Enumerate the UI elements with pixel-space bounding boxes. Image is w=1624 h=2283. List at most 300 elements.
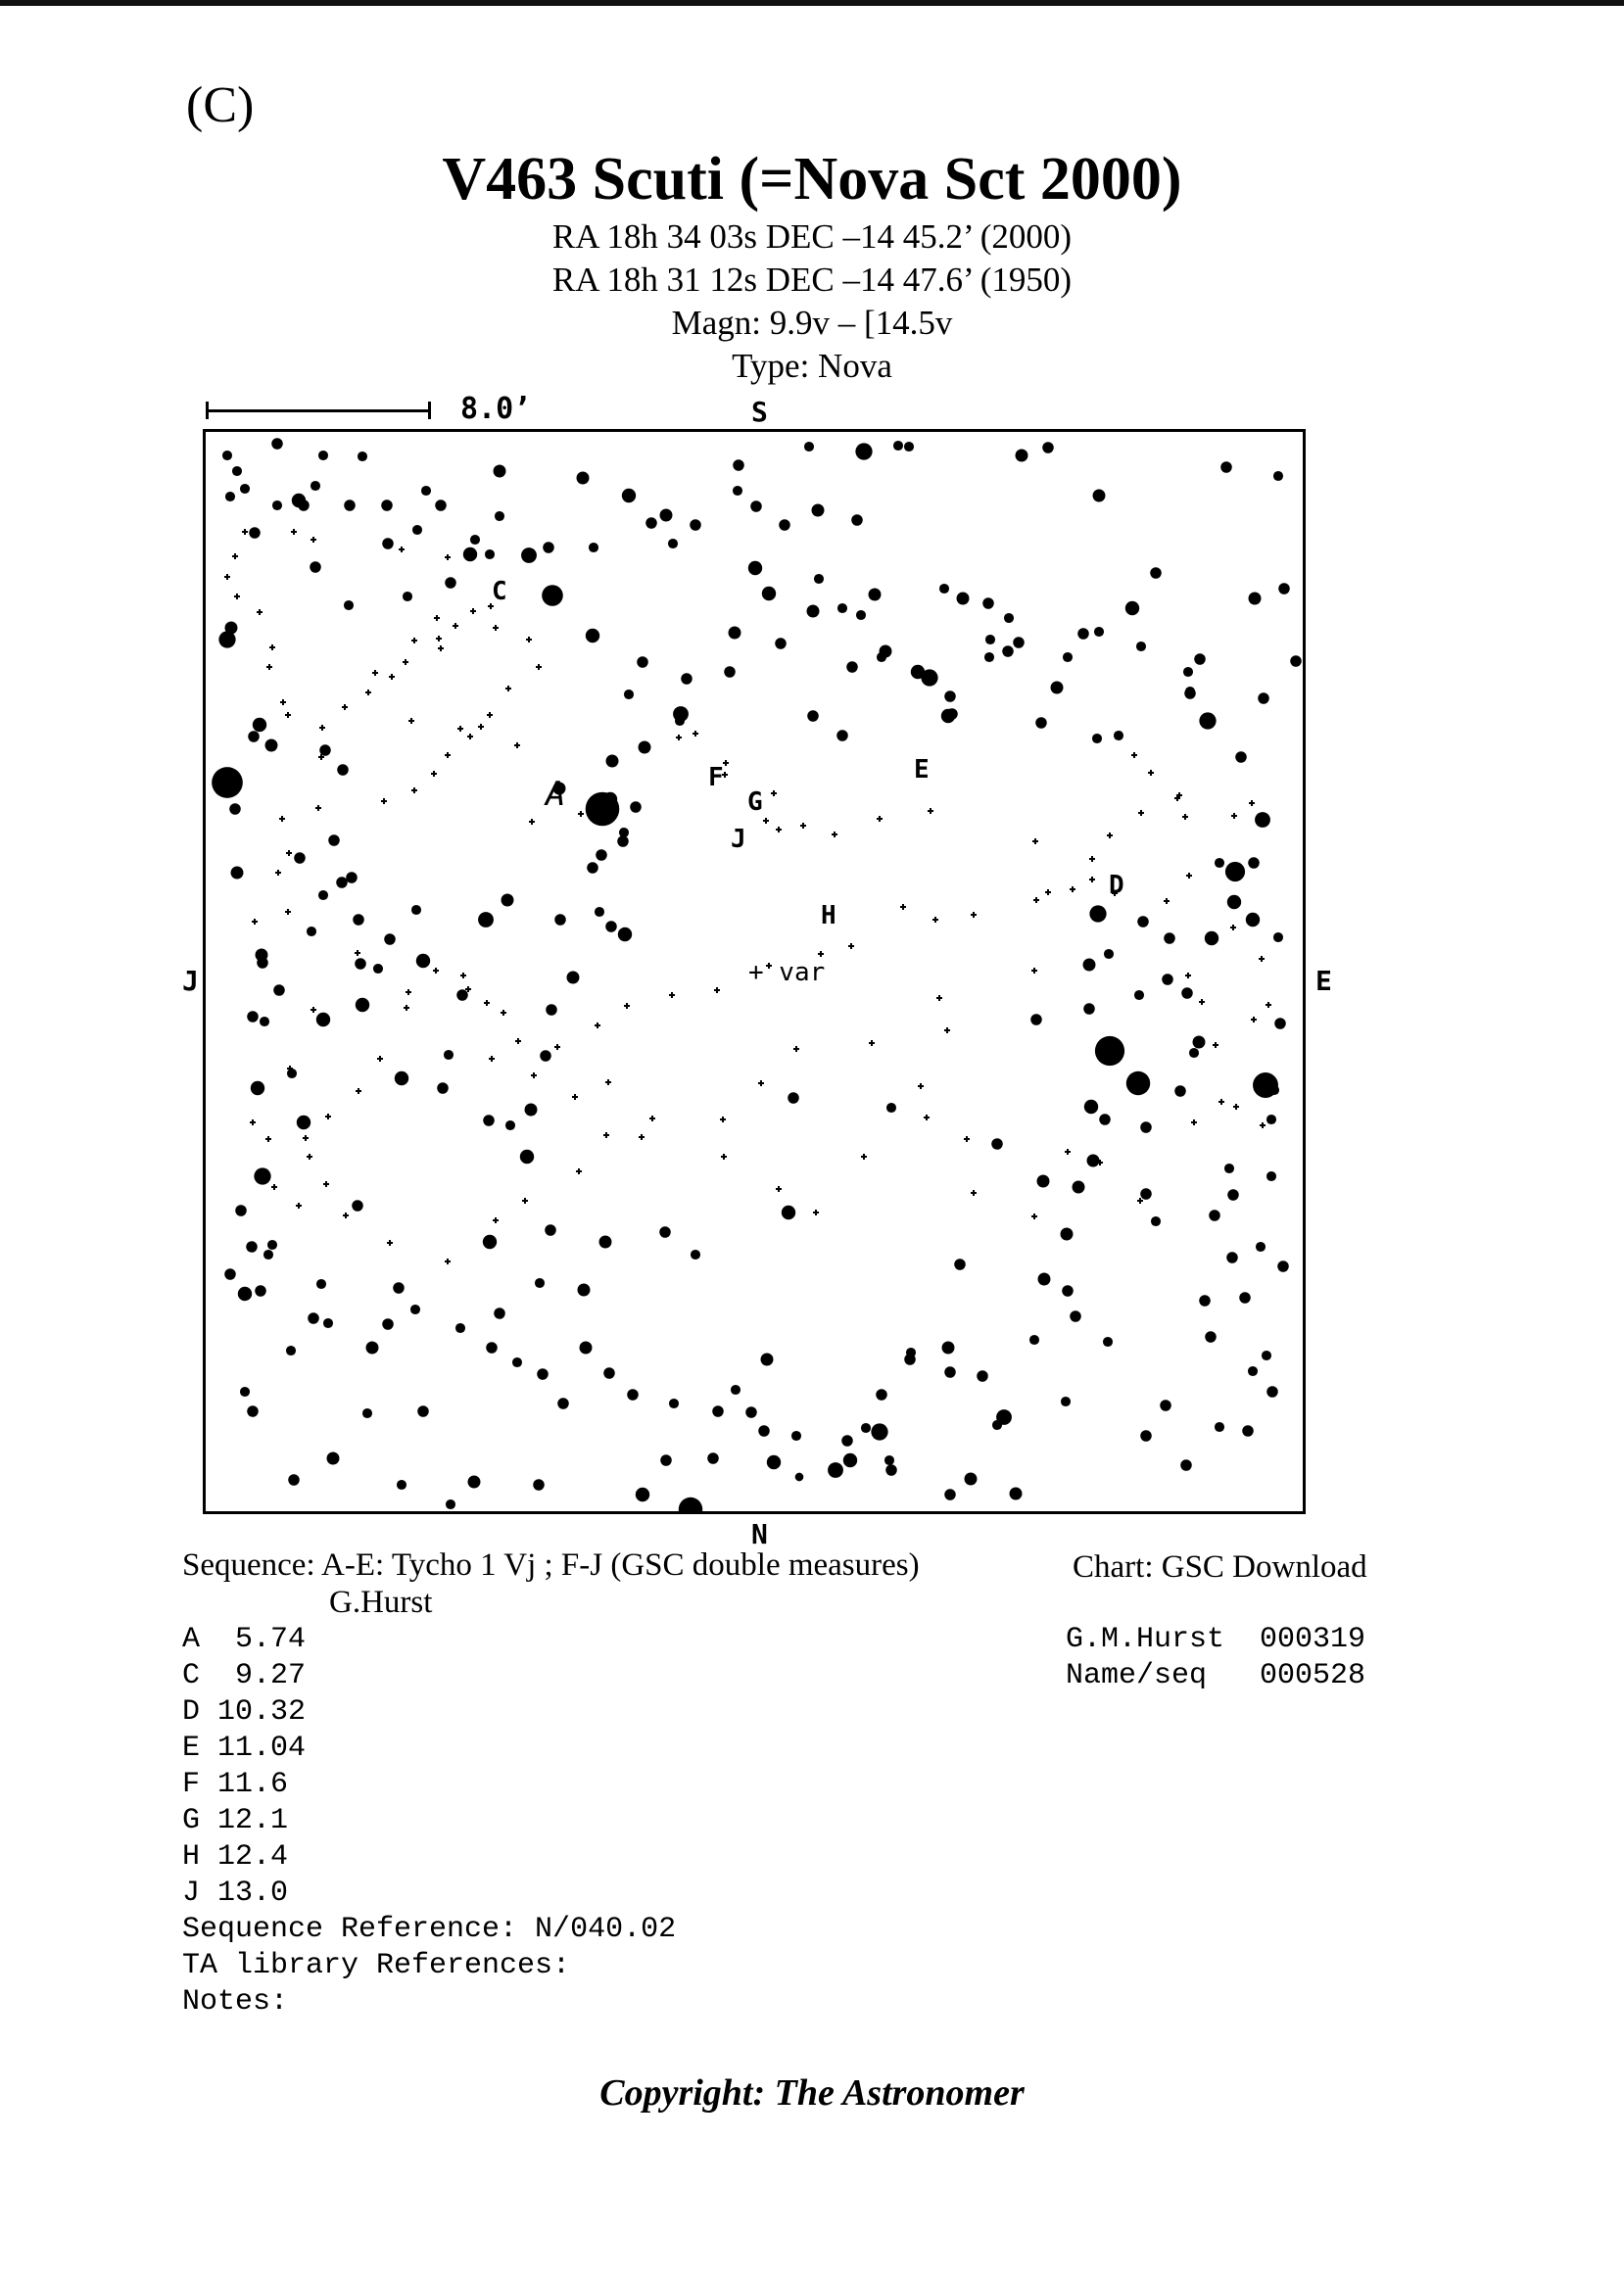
faint-star xyxy=(387,1240,393,1246)
star xyxy=(463,547,477,561)
faint-star xyxy=(355,950,360,956)
star xyxy=(546,1004,557,1016)
faint-star xyxy=(399,547,405,552)
faint-star xyxy=(869,1040,875,1046)
star xyxy=(636,1488,649,1501)
star xyxy=(1164,932,1175,944)
star xyxy=(246,1241,258,1253)
star xyxy=(228,784,238,793)
star xyxy=(537,1368,549,1380)
star xyxy=(502,894,514,907)
star xyxy=(1114,731,1123,740)
star xyxy=(410,1305,420,1314)
star xyxy=(814,574,824,584)
star xyxy=(1174,1085,1186,1097)
star xyxy=(362,1408,372,1418)
comp-label-C: C xyxy=(492,577,507,606)
faint-star xyxy=(514,742,520,748)
star xyxy=(1269,1085,1279,1095)
star xyxy=(1246,913,1260,927)
direction-top-label: S xyxy=(751,396,768,428)
star xyxy=(982,597,994,609)
star xyxy=(316,1013,330,1026)
star xyxy=(327,1452,340,1465)
star xyxy=(336,877,348,888)
faint-star xyxy=(721,1154,727,1160)
faint-star xyxy=(529,819,535,825)
faint-star xyxy=(266,664,272,670)
star xyxy=(589,543,598,552)
faint-star xyxy=(275,870,281,876)
star xyxy=(957,593,970,605)
star xyxy=(856,610,866,620)
star xyxy=(545,1224,556,1236)
comp-label-G: G xyxy=(747,787,763,817)
faint-star xyxy=(269,644,275,650)
faint-star xyxy=(493,1217,499,1223)
star xyxy=(1266,1386,1278,1398)
faint-star xyxy=(818,951,824,957)
star xyxy=(355,958,366,970)
faint-star xyxy=(944,1027,950,1033)
star xyxy=(1209,1210,1220,1221)
top-border-line xyxy=(0,0,1624,6)
star xyxy=(318,451,328,460)
comp-label-E: E xyxy=(914,755,930,785)
star xyxy=(397,1480,406,1490)
star xyxy=(287,1069,297,1078)
faint-star xyxy=(595,1023,600,1028)
star xyxy=(1277,1260,1289,1272)
star xyxy=(1273,471,1283,481)
faint-star xyxy=(1137,1198,1143,1204)
star xyxy=(253,718,266,732)
star xyxy=(298,499,310,511)
star xyxy=(1140,1188,1152,1200)
star xyxy=(1103,1337,1113,1347)
star xyxy=(1077,628,1089,640)
star xyxy=(775,638,787,649)
faint-star xyxy=(1231,813,1237,819)
faint-star xyxy=(406,989,411,995)
star xyxy=(605,921,617,932)
star xyxy=(939,584,949,594)
star xyxy=(1016,450,1028,462)
faint-star xyxy=(832,832,837,837)
star xyxy=(622,489,636,502)
star xyxy=(991,1138,1003,1150)
faint-star xyxy=(285,909,291,915)
star xyxy=(750,500,762,512)
faint-star xyxy=(310,537,316,543)
star xyxy=(804,442,814,452)
star xyxy=(1087,1155,1100,1167)
star xyxy=(1095,1036,1124,1066)
star xyxy=(733,459,744,471)
faint-star xyxy=(489,1056,495,1062)
star xyxy=(358,452,367,461)
faint-star xyxy=(453,623,458,629)
star xyxy=(871,1423,887,1440)
star xyxy=(1099,1114,1111,1125)
faint-star xyxy=(971,912,977,918)
faint-star xyxy=(605,1079,611,1085)
star xyxy=(1258,692,1269,704)
faint-star xyxy=(436,636,442,642)
star xyxy=(1215,1422,1224,1432)
faint-star xyxy=(578,811,584,817)
star xyxy=(1084,1100,1098,1114)
star xyxy=(310,481,320,491)
star xyxy=(356,998,369,1012)
star xyxy=(761,1354,774,1366)
star xyxy=(393,1282,405,1294)
faint-star xyxy=(1138,810,1144,816)
star xyxy=(251,1081,264,1095)
star xyxy=(308,1312,319,1324)
star xyxy=(417,1405,429,1417)
star xyxy=(455,1323,465,1333)
faint-star xyxy=(900,904,906,910)
star xyxy=(675,716,685,726)
star xyxy=(445,577,456,589)
star xyxy=(494,465,506,478)
star xyxy=(307,927,316,936)
star xyxy=(779,519,790,531)
star xyxy=(944,1489,956,1500)
star xyxy=(886,1103,896,1113)
star xyxy=(1266,1171,1276,1181)
star xyxy=(712,1405,724,1417)
star xyxy=(733,486,742,496)
star xyxy=(240,484,250,494)
faint-star xyxy=(1199,999,1205,1005)
star xyxy=(486,1342,498,1354)
star xyxy=(267,1240,277,1250)
scale-label: 8.0’ xyxy=(460,392,532,426)
star xyxy=(421,486,431,496)
star xyxy=(618,927,632,941)
star xyxy=(567,972,580,984)
star xyxy=(1255,812,1270,828)
star xyxy=(294,852,306,864)
faint-star xyxy=(1164,898,1170,904)
star xyxy=(1249,593,1262,605)
star xyxy=(1140,1430,1152,1442)
star xyxy=(366,1342,379,1355)
star xyxy=(911,665,925,679)
star xyxy=(411,905,421,915)
faint-star xyxy=(1259,956,1265,962)
star xyxy=(444,1050,454,1060)
star xyxy=(271,438,283,450)
star xyxy=(554,914,566,926)
star xyxy=(855,443,872,459)
faint-star xyxy=(460,973,466,978)
star xyxy=(446,1499,455,1509)
star xyxy=(977,1370,988,1382)
star xyxy=(904,442,914,452)
star xyxy=(328,834,340,846)
faint-star xyxy=(372,670,378,676)
star xyxy=(1073,1181,1085,1194)
star xyxy=(603,1367,615,1379)
faint-star xyxy=(1032,838,1038,844)
star xyxy=(260,1017,269,1026)
star xyxy=(540,1050,551,1062)
star xyxy=(353,914,364,926)
star xyxy=(533,1479,545,1491)
faint-star xyxy=(389,674,395,680)
star xyxy=(691,1250,700,1260)
faint-star xyxy=(964,1136,970,1142)
faint-star xyxy=(536,664,542,670)
star xyxy=(637,656,648,668)
variable-marker: + var xyxy=(748,958,826,987)
faint-star xyxy=(1218,1099,1224,1105)
star xyxy=(485,549,495,559)
star xyxy=(1062,1285,1074,1297)
star xyxy=(836,730,848,741)
star xyxy=(1092,734,1102,743)
star xyxy=(384,933,396,945)
star xyxy=(617,835,629,847)
faint-star xyxy=(434,615,440,621)
star xyxy=(1140,1121,1152,1133)
star xyxy=(494,1308,505,1319)
star xyxy=(885,1464,897,1476)
faint-star xyxy=(232,553,238,559)
faint-star xyxy=(342,704,348,710)
star xyxy=(543,542,554,553)
star xyxy=(1205,1331,1217,1343)
faint-star xyxy=(291,529,297,535)
star xyxy=(1220,461,1232,473)
star xyxy=(681,673,693,685)
faint-star xyxy=(971,1190,977,1196)
comparison-row: H 12.4 xyxy=(182,1840,289,1874)
star xyxy=(272,500,282,510)
faint-star xyxy=(478,724,484,730)
faint-star xyxy=(315,805,321,811)
chart-title: V463 Scuti (=Nova Sct 2000) xyxy=(442,146,1182,213)
faint-star xyxy=(319,725,325,731)
star xyxy=(580,1342,593,1355)
chart-source: Chart: GSC Download xyxy=(1073,1549,1367,1585)
star xyxy=(1126,1071,1150,1095)
comparison-row: G 12.1 xyxy=(182,1804,289,1837)
faint-star xyxy=(1045,889,1051,895)
star xyxy=(828,1462,843,1478)
faint-star xyxy=(1089,877,1095,882)
faint-star xyxy=(693,731,698,737)
star xyxy=(235,1205,247,1216)
comparison-row: F 11.6 xyxy=(182,1768,289,1801)
star xyxy=(1136,642,1146,651)
faint-star xyxy=(515,1038,521,1044)
faint-star xyxy=(307,1154,312,1160)
star xyxy=(846,661,858,673)
star xyxy=(984,652,994,662)
comparison-list xyxy=(182,1622,306,1912)
star xyxy=(1093,490,1106,502)
ta-library-references: TA library References: xyxy=(182,1949,571,1982)
coords-1950: RA 18h 31 12s DEC –14 47.6’ (1950) xyxy=(551,261,1073,299)
star xyxy=(586,629,599,642)
star xyxy=(788,1092,799,1104)
star-map xyxy=(203,429,1306,1514)
star xyxy=(707,1452,719,1464)
faint-star xyxy=(624,1003,630,1009)
faint-star xyxy=(924,1115,930,1120)
star xyxy=(660,1454,672,1466)
star xyxy=(1189,1048,1199,1058)
faint-star xyxy=(861,1154,867,1160)
star xyxy=(1089,905,1106,922)
faint-star xyxy=(848,943,854,949)
star xyxy=(1225,862,1245,881)
faint-star xyxy=(669,992,675,998)
star xyxy=(1262,1351,1271,1360)
faint-star xyxy=(242,529,248,535)
faint-star xyxy=(280,699,286,705)
star xyxy=(595,907,604,917)
faint-star xyxy=(1251,1017,1257,1023)
faint-star xyxy=(234,594,240,599)
faint-star xyxy=(1185,973,1191,978)
scale-bar-right-tick xyxy=(428,402,431,419)
faint-star xyxy=(501,1010,506,1016)
star xyxy=(1004,613,1014,623)
credit-block xyxy=(1066,1622,1365,1694)
faint-star xyxy=(714,987,720,993)
star xyxy=(373,964,383,974)
star xyxy=(495,511,504,521)
faint-star xyxy=(343,1213,349,1218)
star xyxy=(257,957,268,969)
faint-star xyxy=(763,818,769,824)
star xyxy=(1104,949,1114,959)
star xyxy=(255,1285,266,1297)
star xyxy=(1224,1164,1234,1173)
star xyxy=(944,690,956,702)
faint-star xyxy=(505,686,511,691)
star xyxy=(1226,1252,1238,1263)
star xyxy=(212,767,243,798)
faint-star xyxy=(1107,832,1113,838)
faint-star xyxy=(1233,1104,1239,1110)
faint-star xyxy=(381,798,387,804)
star xyxy=(249,527,261,539)
star xyxy=(992,1420,1002,1430)
star xyxy=(232,466,242,476)
star xyxy=(225,492,235,501)
star xyxy=(468,1476,481,1489)
faint-star xyxy=(603,1132,609,1138)
star xyxy=(248,731,260,742)
faint-star xyxy=(554,1044,560,1050)
faint-star xyxy=(1260,1122,1266,1128)
faint-star xyxy=(1031,968,1037,974)
star xyxy=(344,600,354,610)
faint-star xyxy=(813,1210,819,1215)
faint-star xyxy=(377,1056,383,1062)
faint-star xyxy=(758,1080,764,1086)
star xyxy=(1239,1292,1251,1304)
star xyxy=(297,1116,310,1129)
star xyxy=(395,1071,408,1085)
star xyxy=(1193,1036,1206,1049)
star xyxy=(224,1268,236,1280)
star xyxy=(1151,1216,1161,1226)
star xyxy=(1162,974,1173,985)
comp-label-J: J xyxy=(731,825,746,854)
star xyxy=(1248,1366,1258,1376)
credit-line-2: Name/seq 000528 xyxy=(1066,1659,1366,1692)
faint-star xyxy=(723,760,729,766)
star xyxy=(944,1366,956,1378)
star xyxy=(724,666,736,678)
star xyxy=(630,801,642,813)
sequence-author: G.Hurst xyxy=(329,1585,433,1620)
faint-star xyxy=(467,734,473,739)
star xyxy=(690,519,701,531)
star xyxy=(483,1115,495,1126)
star xyxy=(265,739,278,752)
star xyxy=(837,603,847,613)
star xyxy=(668,539,678,548)
faint-star xyxy=(250,1119,256,1125)
faint-star xyxy=(1031,1213,1037,1219)
star xyxy=(1242,1425,1254,1437)
star xyxy=(660,509,673,522)
star xyxy=(229,803,241,815)
faint-star xyxy=(1230,925,1236,930)
faint-star xyxy=(487,712,493,718)
faint-star xyxy=(408,718,414,724)
star xyxy=(1035,717,1047,729)
star xyxy=(1030,1014,1042,1025)
star xyxy=(946,708,958,720)
star xyxy=(1083,959,1096,972)
star xyxy=(782,1206,795,1219)
faint-star xyxy=(776,1186,782,1192)
star xyxy=(263,1250,273,1260)
star xyxy=(247,1011,259,1023)
star xyxy=(1278,583,1290,595)
faint-star xyxy=(411,787,417,793)
faint-star xyxy=(576,1168,582,1174)
star xyxy=(659,1226,671,1238)
faint-star xyxy=(493,625,499,631)
star xyxy=(1199,712,1216,729)
star xyxy=(1042,442,1054,453)
star xyxy=(876,1389,887,1401)
comp-label-F: F xyxy=(708,763,724,792)
star xyxy=(985,635,995,644)
faint-star xyxy=(279,816,285,822)
star xyxy=(791,1431,801,1441)
star xyxy=(807,605,820,618)
star xyxy=(1061,1228,1074,1241)
faint-star xyxy=(932,917,938,923)
faint-star xyxy=(1065,1149,1071,1155)
star xyxy=(1183,667,1193,677)
faint-star xyxy=(484,1000,490,1006)
star xyxy=(1227,1189,1239,1201)
faint-star xyxy=(649,1116,655,1121)
faint-star xyxy=(303,1135,309,1141)
